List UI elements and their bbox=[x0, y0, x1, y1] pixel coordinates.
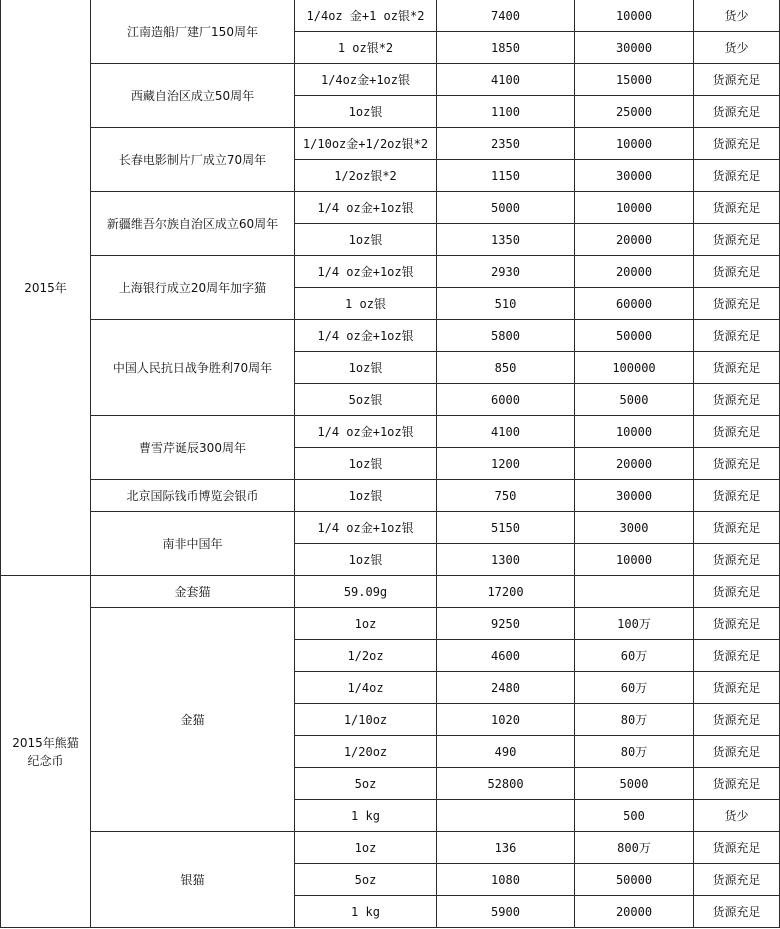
status-cell: 货源充足 bbox=[694, 832, 780, 864]
mintage-cell: 10000 bbox=[575, 416, 694, 448]
spec-cell: 1/4 oz金+1oz银 bbox=[295, 256, 437, 288]
status-cell: 货源充足 bbox=[694, 768, 780, 800]
table-row bbox=[1, 416, 780, 448]
table-row bbox=[1, 192, 780, 224]
status-cell: 货源充足 bbox=[694, 736, 780, 768]
status-cell: 货源充足 bbox=[694, 256, 780, 288]
status-cell: 货少 bbox=[694, 32, 780, 64]
status-cell: 货源充足 bbox=[694, 544, 780, 576]
price-cell: 2480 bbox=[437, 672, 575, 704]
spec-cell: 1/10oz金+1/2oz银*2 bbox=[295, 128, 437, 160]
status-cell: 货源充足 bbox=[694, 192, 780, 224]
mintage-cell: 5000 bbox=[575, 768, 694, 800]
item-name-cell: 上海银行成立20周年加字猫 bbox=[91, 256, 295, 320]
status-cell: 货少 bbox=[694, 800, 780, 832]
mintage-cell: 25000 bbox=[575, 96, 694, 128]
price-cell: 4600 bbox=[437, 640, 575, 672]
status-cell: 货源充足 bbox=[694, 384, 780, 416]
table-body bbox=[1, 0, 780, 928]
status-cell: 货源充足 bbox=[694, 96, 780, 128]
spec-cell: 1 kg bbox=[295, 800, 437, 832]
spec-cell: 1oz银 bbox=[295, 544, 437, 576]
price-cell: 1200 bbox=[437, 448, 575, 480]
item-name-cell: 南非中国年 bbox=[91, 512, 295, 576]
spec-cell: 1/4oz金+1oz银 bbox=[295, 64, 437, 96]
table-row bbox=[1, 576, 780, 608]
price-cell: 1850 bbox=[437, 32, 575, 64]
price-cell: 1020 bbox=[437, 704, 575, 736]
mintage-cell: 100万 bbox=[575, 608, 694, 640]
spec-cell: 59.09g bbox=[295, 576, 437, 608]
spec-cell: 5oz银 bbox=[295, 384, 437, 416]
price-cell: 2350 bbox=[437, 128, 575, 160]
table-row bbox=[1, 64, 780, 96]
table-row bbox=[1, 0, 780, 32]
item-name-cell: 新疆维吾尔族自治区成立60周年 bbox=[91, 192, 295, 256]
mintage-cell: 30000 bbox=[575, 160, 694, 192]
year-line: 纪念币 bbox=[27, 753, 64, 768]
price-cell: 1350 bbox=[437, 224, 575, 256]
item-name-cell: 银猫 bbox=[91, 832, 295, 928]
mintage-cell: 10000 bbox=[575, 0, 694, 32]
price-cell: 510 bbox=[437, 288, 575, 320]
spec-cell: 1oz bbox=[295, 608, 437, 640]
spec-cell: 5oz bbox=[295, 768, 437, 800]
item-name-cell: 江南造船厂建厂150周年 bbox=[91, 0, 295, 64]
status-cell: 货源充足 bbox=[694, 64, 780, 96]
spec-cell: 1oz bbox=[295, 832, 437, 864]
status-cell: 货源充足 bbox=[694, 896, 780, 928]
price-cell: 17200 bbox=[437, 576, 575, 608]
status-cell: 货源充足 bbox=[694, 128, 780, 160]
spec-cell: 1oz银 bbox=[295, 448, 437, 480]
table-row bbox=[1, 256, 780, 288]
item-name-cell: 金套猫 bbox=[91, 576, 295, 608]
mintage-cell: 60万 bbox=[575, 672, 694, 704]
spec-cell: 1/2oz bbox=[295, 640, 437, 672]
year-cell bbox=[1, 0, 91, 576]
status-cell: 货源充足 bbox=[694, 480, 780, 512]
status-cell: 货源充足 bbox=[694, 224, 780, 256]
spec-cell: 1 oz银 bbox=[295, 288, 437, 320]
status-cell: 货源充足 bbox=[694, 160, 780, 192]
spec-cell: 1/10oz bbox=[295, 704, 437, 736]
spec-cell: 1/4 oz金+1oz银 bbox=[295, 416, 437, 448]
status-cell: 货源充足 bbox=[694, 320, 780, 352]
item-name-cell: 金猫 bbox=[91, 608, 295, 832]
price-cell: 136 bbox=[437, 832, 575, 864]
spec-cell: 1/4oz bbox=[295, 672, 437, 704]
mintage-cell: 500 bbox=[575, 800, 694, 832]
spec-cell: 1 oz银*2 bbox=[295, 32, 437, 64]
price-cell: 1080 bbox=[437, 864, 575, 896]
mintage-cell: 5000 bbox=[575, 384, 694, 416]
mintage-cell: 20000 bbox=[575, 448, 694, 480]
item-name-cell: 中国人民抗日战争胜利70周年 bbox=[91, 320, 295, 416]
mintage-cell: 800万 bbox=[575, 832, 694, 864]
price-cell bbox=[437, 800, 575, 832]
item-name-cell: 长春电影制片厂成立70周年 bbox=[91, 128, 295, 192]
mintage-cell: 80万 bbox=[575, 736, 694, 768]
year-line: 2015年 bbox=[24, 280, 67, 295]
mintage-cell: 20000 bbox=[575, 224, 694, 256]
mintage-cell: 20000 bbox=[575, 896, 694, 928]
price-cell: 490 bbox=[437, 736, 575, 768]
price-cell: 5800 bbox=[437, 320, 575, 352]
item-name-cell: 曹雪芹诞辰300周年 bbox=[91, 416, 295, 480]
price-cell: 2930 bbox=[437, 256, 575, 288]
table-row bbox=[1, 608, 780, 640]
price-cell: 5150 bbox=[437, 512, 575, 544]
status-cell: 货源充足 bbox=[694, 576, 780, 608]
spec-cell: 5oz bbox=[295, 864, 437, 896]
price-cell: 850 bbox=[437, 352, 575, 384]
price-cell: 9250 bbox=[437, 608, 575, 640]
mintage-cell: 10000 bbox=[575, 544, 694, 576]
mintage-cell: 10000 bbox=[575, 128, 694, 160]
spec-cell: 1oz银 bbox=[295, 96, 437, 128]
status-cell: 货源充足 bbox=[694, 352, 780, 384]
status-cell: 货源充足 bbox=[694, 864, 780, 896]
price-cell: 6000 bbox=[437, 384, 575, 416]
status-cell: 货源充足 bbox=[694, 672, 780, 704]
year-line: 2015年熊猫 bbox=[12, 735, 79, 750]
status-cell: 货少 bbox=[694, 0, 780, 32]
table-row bbox=[1, 320, 780, 352]
spec-cell: 1oz银 bbox=[295, 480, 437, 512]
spec-cell: 1/20oz bbox=[295, 736, 437, 768]
price-cell: 4100 bbox=[437, 64, 575, 96]
mintage-cell: 100000 bbox=[575, 352, 694, 384]
mintage-cell: 10000 bbox=[575, 192, 694, 224]
spec-cell: 1/2oz银*2 bbox=[295, 160, 437, 192]
status-cell: 货源充足 bbox=[694, 512, 780, 544]
mintage-cell: 20000 bbox=[575, 256, 694, 288]
mintage-cell: 30000 bbox=[575, 480, 694, 512]
item-name-cell: 西藏自治区成立50周年 bbox=[91, 64, 295, 128]
spec-cell: 1oz银 bbox=[295, 352, 437, 384]
mintage-cell: 80万 bbox=[575, 704, 694, 736]
price-cell: 5000 bbox=[437, 192, 575, 224]
price-cell: 1300 bbox=[437, 544, 575, 576]
spec-cell: 1/4 oz金+1oz银 bbox=[295, 320, 437, 352]
mintage-cell: 50000 bbox=[575, 320, 694, 352]
price-cell: 52800 bbox=[437, 768, 575, 800]
mintage-cell bbox=[575, 576, 694, 608]
price-cell: 7400 bbox=[437, 0, 575, 32]
table-row bbox=[1, 832, 780, 864]
mintage-cell: 3000 bbox=[575, 512, 694, 544]
status-cell: 货源充足 bbox=[694, 704, 780, 736]
table-row bbox=[1, 128, 780, 160]
mintage-cell: 15000 bbox=[575, 64, 694, 96]
status-cell: 货源充足 bbox=[694, 640, 780, 672]
year-cell bbox=[1, 576, 91, 928]
mintage-cell: 60万 bbox=[575, 640, 694, 672]
mintage-cell: 30000 bbox=[575, 32, 694, 64]
table-row bbox=[1, 512, 780, 544]
spec-cell: 1 kg bbox=[295, 896, 437, 928]
spec-cell: 1/4 oz金+1oz银 bbox=[295, 512, 437, 544]
spec-cell: 1/4 oz金+1oz银 bbox=[295, 192, 437, 224]
price-cell: 1100 bbox=[437, 96, 575, 128]
status-cell: 货源充足 bbox=[694, 288, 780, 320]
mintage-cell: 60000 bbox=[575, 288, 694, 320]
price-cell: 5900 bbox=[437, 896, 575, 928]
spec-cell: 1/4oz 金+1 oz银*2 bbox=[295, 0, 437, 32]
status-cell: 货源充足 bbox=[694, 608, 780, 640]
status-cell: 货源充足 bbox=[694, 416, 780, 448]
item-name-cell: 北京国际钱币博览会银币 bbox=[91, 480, 295, 512]
table-row bbox=[1, 480, 780, 512]
mintage-cell: 50000 bbox=[575, 864, 694, 896]
spec-cell: 1oz银 bbox=[295, 224, 437, 256]
price-cell: 4100 bbox=[437, 416, 575, 448]
price-cell: 750 bbox=[437, 480, 575, 512]
status-cell: 货源充足 bbox=[694, 448, 780, 480]
price-cell: 1150 bbox=[437, 160, 575, 192]
